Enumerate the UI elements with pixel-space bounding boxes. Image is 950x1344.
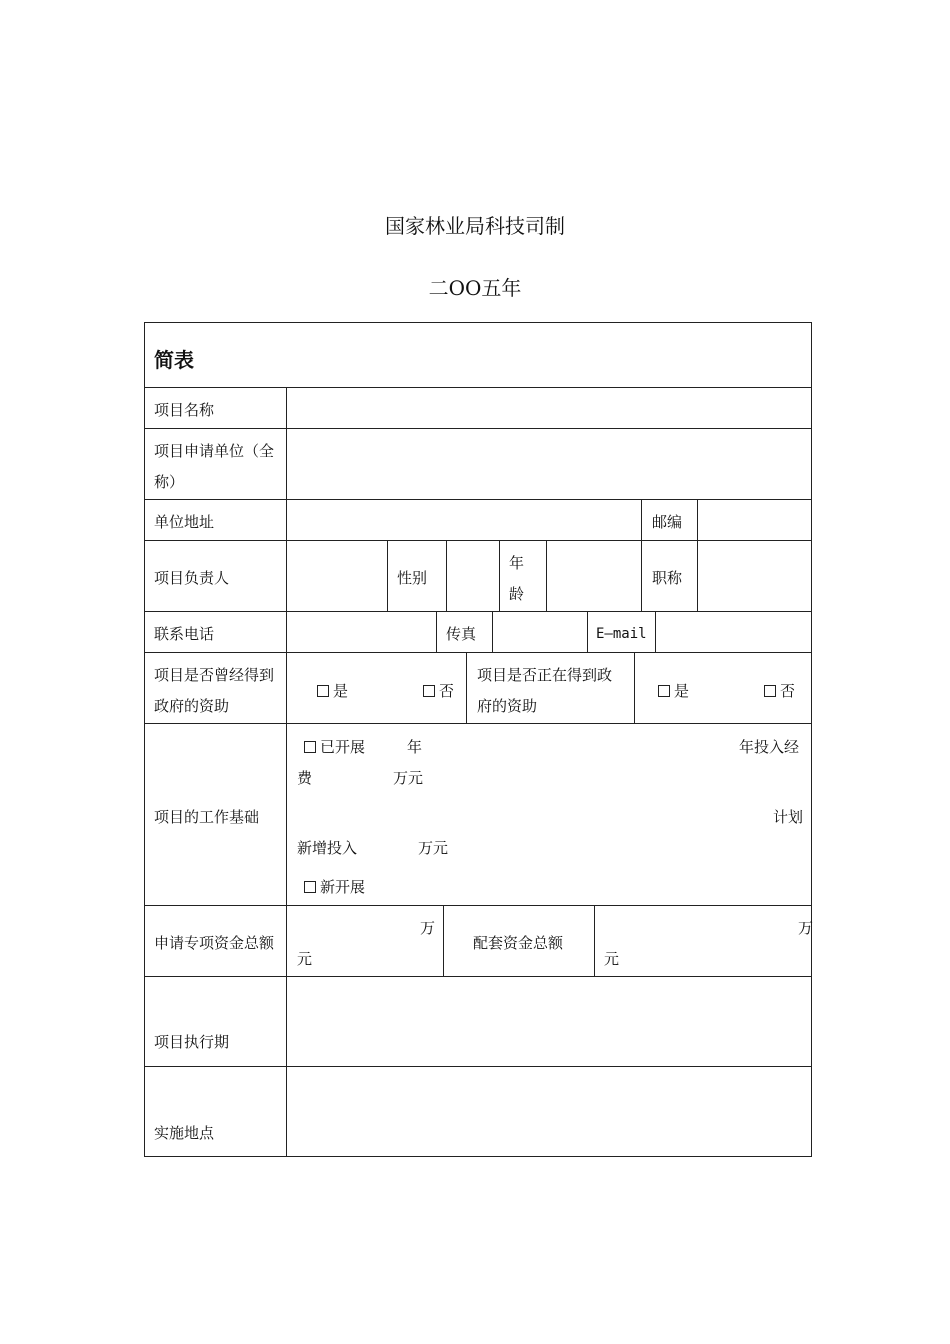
cell-divider: [466, 652, 467, 723]
basis-invest-text: 年投入经: [739, 738, 800, 756]
basis-unit-text: 万元: [393, 769, 424, 787]
row-divider: [144, 540, 812, 541]
form-heading: 简表: [154, 348, 194, 372]
row-divider: [144, 428, 812, 429]
option-label: 新开展: [320, 878, 366, 896]
special-funds-unit: 万: [420, 919, 436, 937]
row-divider: [144, 652, 812, 653]
phone-label: 联系电话: [154, 625, 215, 643]
matching-funds-field[interactable]: [596, 907, 810, 975]
address-label: 单位地址: [154, 513, 215, 531]
cell-divider: [387, 540, 388, 611]
option-label: 已开展: [320, 738, 366, 756]
leader-field[interactable]: [288, 542, 386, 610]
applicant-label: 项目申请单位（全: [154, 442, 275, 460]
gender-label: 性别: [397, 569, 428, 587]
email-field[interactable]: [657, 613, 810, 651]
project-name-field[interactable]: [288, 389, 810, 427]
title-field[interactable]: [699, 542, 810, 610]
basis-plan-text: 计划: [773, 808, 804, 826]
cell-divider: [492, 611, 493, 652]
applicant-field[interactable]: [288, 430, 810, 498]
matching-funds-unit-cont: 元: [604, 950, 620, 968]
row-divider: [144, 611, 812, 612]
age-label-cont: 龄: [509, 585, 525, 603]
issuer-title: 国家林业局科技司制: [385, 214, 565, 238]
age-label: 年: [509, 554, 525, 572]
option-label: 是: [674, 682, 690, 700]
gov-funded-now-label-cont: 府的资助: [477, 697, 538, 715]
row-divider: [144, 723, 812, 724]
year-title: 二OO五年: [428, 276, 522, 300]
cell-divider: [546, 540, 547, 611]
special-funds-unit-cont: 元: [297, 950, 313, 968]
checkbox-icon[interactable]: [658, 685, 670, 697]
row-divider: [144, 1066, 812, 1067]
checkbox-icon[interactable]: [304, 741, 316, 753]
cell-divider: [436, 611, 437, 652]
basis-year-text: 年: [407, 738, 423, 756]
cell-divider: [697, 540, 698, 611]
funded-now-no-option[interactable]: [764, 676, 795, 707]
basis-unit-text: 万元: [418, 839, 449, 857]
row-divider: [144, 499, 812, 500]
funded-before-yes-option[interactable]: [317, 676, 348, 707]
applicant-label-cont: 称）: [154, 473, 185, 491]
option-label: 否: [780, 682, 796, 700]
label-column-divider: [286, 387, 287, 1157]
period-label: 项目执行期: [154, 1033, 230, 1051]
option-label: 否: [439, 682, 455, 700]
cell-divider: [443, 905, 444, 976]
basis-new-invest-text: 新增投入: [297, 839, 358, 857]
location-field[interactable]: [288, 1068, 810, 1156]
row-divider: [144, 976, 812, 977]
funded-now-yes-option[interactable]: [658, 676, 689, 707]
gov-funded-now-label: 项目是否正在得到政: [477, 666, 613, 684]
row-divider: [144, 905, 812, 906]
basis-fee-text: 费: [297, 769, 313, 787]
cell-divider: [641, 540, 642, 611]
matching-funds-unit: 万: [798, 919, 814, 937]
special-funds-label: 申请专项资金总额: [154, 934, 275, 952]
cell-divider: [587, 611, 588, 652]
age-field[interactable]: [548, 542, 640, 610]
row-divider: [144, 387, 812, 388]
basis-label: 项目的工作基础: [154, 808, 260, 826]
cell-divider: [499, 540, 500, 611]
basis-started-option[interactable]: [304, 732, 365, 763]
matching-funds-label: 配套资金总额: [473, 934, 564, 952]
title-label: 职称: [652, 569, 683, 587]
gov-funded-before-label: 项目是否曾经得到: [154, 666, 275, 684]
checkbox-icon[interactable]: [317, 685, 329, 697]
gov-funded-before-label-cont: 政府的资助: [154, 697, 230, 715]
cell-divider: [594, 905, 595, 976]
location-label: 实施地点: [154, 1124, 215, 1142]
checkbox-icon[interactable]: [764, 685, 776, 697]
basis-new-start-option[interactable]: [304, 872, 365, 903]
address-field[interactable]: [288, 501, 640, 539]
email-label: E—mail: [596, 626, 647, 642]
leader-label: 项目负责人: [154, 569, 230, 587]
phone-field[interactable]: [288, 613, 435, 651]
gender-field[interactable]: [448, 542, 498, 610]
fax-label: 传真: [446, 625, 477, 643]
cell-divider: [697, 499, 698, 540]
postcode-field[interactable]: [699, 501, 810, 539]
cell-divider: [634, 652, 635, 723]
checkbox-icon[interactable]: [423, 685, 435, 697]
checkbox-icon[interactable]: [304, 881, 316, 893]
option-label: 是: [333, 682, 349, 700]
cell-divider: [641, 499, 642, 540]
fax-field[interactable]: [494, 613, 586, 651]
funded-before-no-option[interactable]: [423, 676, 454, 707]
project-name-label: 项目名称: [154, 401, 215, 419]
period-field[interactable]: [288, 978, 810, 1065]
postcode-label: 邮编: [652, 513, 683, 531]
cell-divider: [655, 611, 656, 652]
cell-divider: [446, 540, 447, 611]
